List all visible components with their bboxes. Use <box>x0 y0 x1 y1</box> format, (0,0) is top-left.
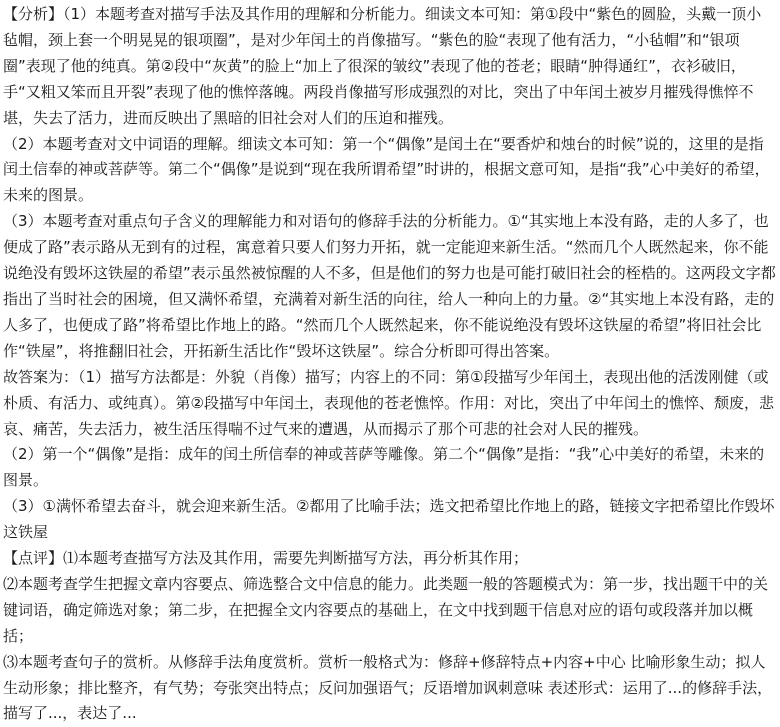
answer-part-2: （2）第一个“偶像”是指：成年的闰土所信奉的神或菩萨等雕像。第二个“偶像”是指：“我”心中美好的希望，未来的图景。 <box>3 445 765 490</box>
answer-part-1: 故答案为：（1）描写方法都是：外貌（肖像）描写；内容上的不同：第①段描写少年闰土，表现出他的活泼刚健（或朴质、有活力、或纯真）。第②段描写中年闰土，表现他的苍老憔悴。作用：对比，突出了中年闰土的憔悴、颓废，悲哀、痛苦，失去活力，被生活压得喘不过气来的遭遇，从而揭示了那个可悲的社会对人民的摧残。 <box>3 367 774 438</box>
answer-part-3: （3）①满怀希望去奋斗，就会迎来新生活。②都用了比喻手法；选文把希望比作地上的路，链接文字把希望比作毁坏这铁屋 <box>3 497 775 542</box>
comment-part-3: ⑶本题考查句子的赏析。从修辞手法角度赏析。赏析一般格式为：修辞+修辞特点+内容+中心 比喻形象生动；拟人生动形象；排比整齐，有气势；夸张突出特点；反问加强语气；反语增加讽刺意味 表述形式：运用了...的修辞手法，描写了...，表达了... <box>3 652 773 723</box>
analysis-part-2: （2）本题考查对文中词语的理解。细读文本可知：第一个“偶像”是闰土在“要香炉和烛台的时候”说的，这里的是指闰土信奉的神或菩萨等。第二个“偶像”是说到“现在我所谓希望”时讲的，根据文意可知，是指“我”心中美好的希望，未来的图景。 <box>3 134 770 205</box>
analysis-part-1: 【分析】（1）本题考查对描写手法及其作用的理解和分析能力。细读文本可知：第①段中“紫色的圆脸，头戴一顶小毡帽，颈上套一个明晃晃的银项圈”，是对少年闰土的肖像描写。“紫色的脸“表现了他有活力，“小毡帽”和“银项圈”表现了他的纯真。第②段中“灰黄”的脸上“加上了很深的皱纹”表现了他的苍老；眼睛“肿得通红”，衣衫破旧，手“又粗又笨而且开裂”表现了他的憔悴落魄。两段肖像描写形成强烈的对比，突出了中年闰土被岁月摧残得憔悴不堪，失去了活力，进而反映出了黑暗的旧社会对人们的压迫和摧残。 <box>3 5 762 127</box>
comment-part-2: ⑵本题考查学生把握文章内容要点、筛选整合文中信息的能力。此类题一般的答题模式为：第一步，找出题干中的关键词语，确定筛选对象；第二步，在把握全文内容要点的基础上，在文中找到题干信息对应的语句或段落并加以概括； <box>3 574 769 645</box>
analysis-part-3: （3）本题考查对重点句子含义的理解能力和对语句的修辞手法的分析能力。①“其实地上本没有路，走的人多了，也便成了路”表示路从无到有的过程，寓意着只要人们努力开拓，就一定能迎来新生活。“然而几个人既然起来，你不能说绝没有毁坏这铁屋的希望”表示虽然被惊醒的人不多，但是他们的努力也是可能打破旧社会的桎梏的。这两段文字都指出了当时社会的困境，但又满怀希望，充满着对新生活的向往，给人一种向上的力量。②“其实地上本没有路，走的人多了，也便成了路”将希望比作地上的路。“然而几个人既然起来，你不能说绝没有毁坏这铁屋的希望”将旧社会比作“铁屋”，将推翻旧社会，开拓新生活比作“毁坏这铁屋”。综合分析即可得出答案。 <box>3 212 776 360</box>
comment-intro: 【点评】⑴本题考查描写方法及其作用，需要先判断描写方法，再分析其作用； <box>3 549 529 568</box>
